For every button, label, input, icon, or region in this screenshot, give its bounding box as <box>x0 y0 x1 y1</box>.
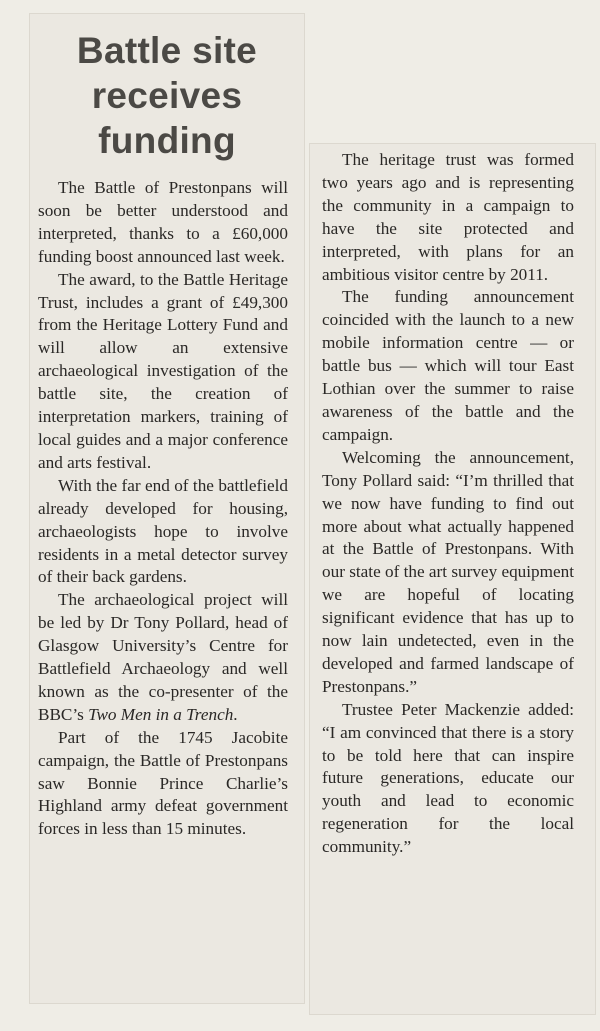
left-paragraph-5: Part of the 1745 Jacobite campaign, the Battle of Prestonpans saw Bonnie Prince Charlie’s Highland army defeat government forces in less than 15 minutes. <box>38 727 288 839</box>
programme-title: Two Men in a Trench <box>88 704 234 724</box>
left-paragraph-1: The Battle of Prestonpans will soon be better understood and interpreted, thanks to a £60,000 funding boost announced last week. <box>38 178 288 266</box>
right-paragraph-4: Trustee Peter Mackenzie added: “I am convinced that there is a story to be told here that can inspire future generations, educate our youth and lead to economic regeneration for the local community.” <box>322 699 574 857</box>
right-paragraph-1: The heritage trust was formed two years ago and is representing the community in a campaign to have the site protected and interpreted, with plans for an ambitious visitor centre by 2011. <box>322 150 574 284</box>
left-paragraph-4-text: The archaeological project will be led by Dr Tony Pollard, head of Glasgow University’s Centre for Battlefield Archaeology and well known as the co-presenter of the BBC’s <box>38 590 288 724</box>
right-paragraph-3: Welcoming the announcement, Tony Pollard said: “I’m thrilled that we now have funding to find out more about what actually happened at the Battle of Prestonpans. With our state of the art survey equipment we are hopeful of locating significant evidence that has up to now lain undetected, even in the developed and farmed landscape of Prestonpans.” <box>322 447 575 696</box>
article-headline: Battle site receives funding <box>76 30 258 161</box>
left-paragraph-3: With the far end of the battlefield already developed for housing, archaeologists hope to involve residents in a metal detector survey of their back gardens. <box>38 475 288 587</box>
left-paragraph-4 <box>38 589 288 726</box>
article-column-right <box>322 149 574 859</box>
article-column-left <box>38 177 288 841</box>
left-paragraph-2: The award, to the Battle Heritage Trust, includes a grant of £49,300 from the Heritage Lottery Fund and will allow an extensive archaeological investigation of the battle site, the creation of interpretation markers, training of local guides and a major conference and arts festival. <box>38 269 288 472</box>
left-paragraph-4-end: . <box>233 704 238 724</box>
right-paragraph-2: The funding announcement coincided with the launch to a new mobile information centre — or battle bus — which will tour East Lothian over the summer to raise awareness of the battle and the campaign. <box>322 287 574 444</box>
